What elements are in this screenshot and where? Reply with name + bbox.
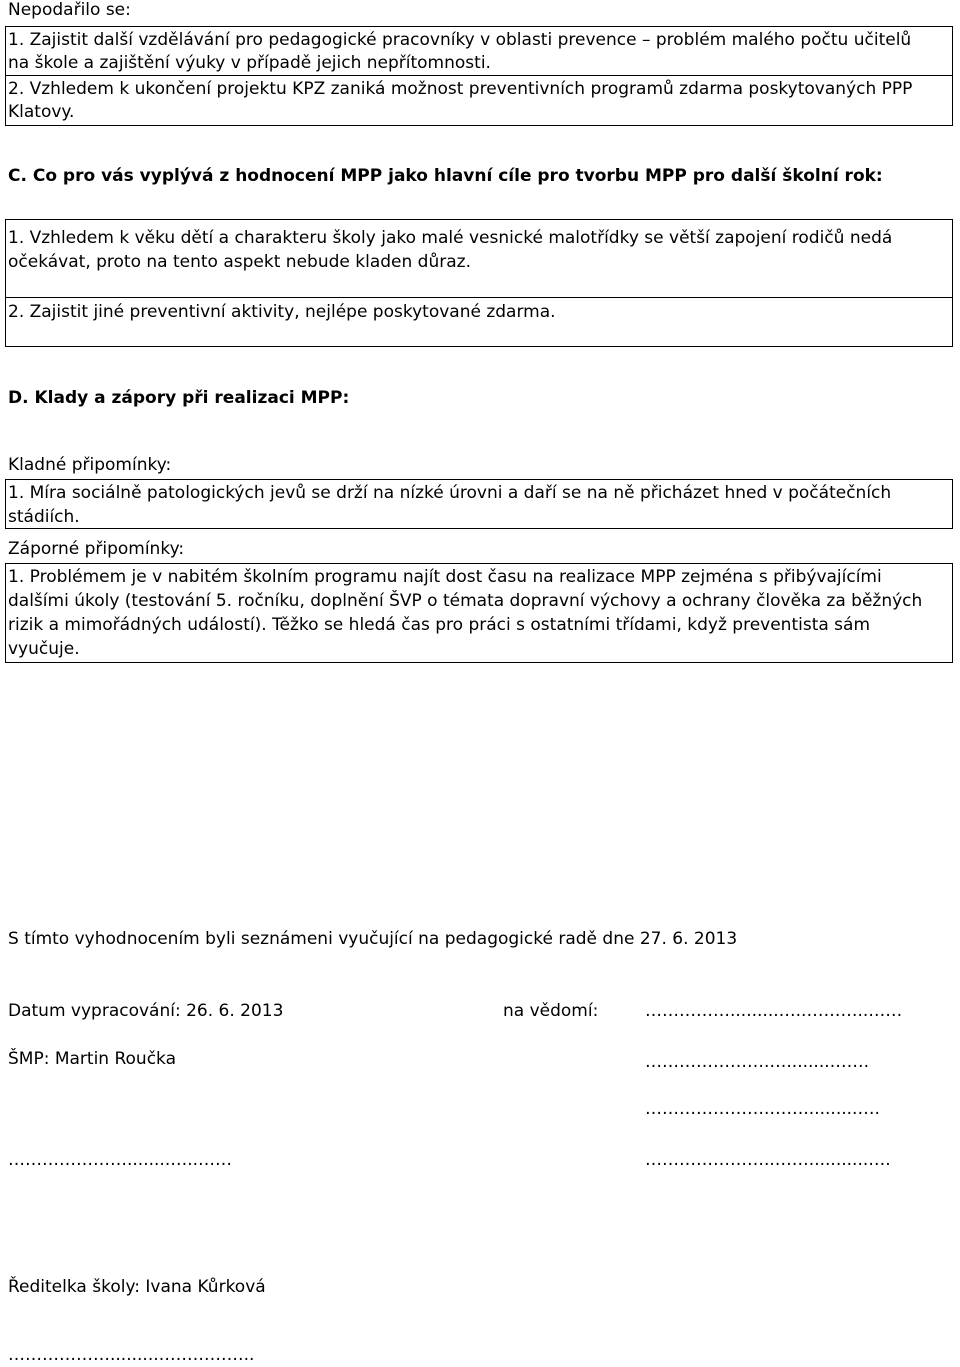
not-achieved-item-2-line-2: Klatovy.	[8, 102, 75, 122]
negative-remarks-line-4: vyučuje.	[8, 639, 80, 659]
section-c-divider	[5, 297, 953, 298]
positive-remarks-label: Kladné připomínky:	[8, 455, 172, 475]
not-achieved-item-2-line-1: 2. Vzhledem k ukončení projektu KPZ zaniká možnost preventivních programů zdarma poskytovaných PPP	[8, 79, 913, 99]
positive-remarks-line-1: 1. Míra sociálně patologických jevů se drží na nízké úrovni a daří se na ně přicházet hned v počátečních	[8, 483, 892, 503]
section-c-item-1-line-1: 1. Vzhledem k věku dětí a charakteru školy jako malé vesnické malotřídky se větší zapojení rodičů nedá	[8, 228, 893, 248]
negative-remarks-line-2: dalšími úkoly (testování 5. ročníku, doplnění ŠVP o témata dopravní výchovy a ochrany člověka za běžných	[8, 591, 923, 611]
positive-remarks-line-2: stádiích.	[8, 507, 80, 527]
section-c-heading: C. Co pro vás vyplývá z hodnocení MPP jako hlavní cíle pro tvorbu MPP pro další školní rok:	[8, 166, 883, 186]
principal-label: Ředitelka školy: Ivana Kůrková	[8, 1277, 266, 1297]
negative-remarks-line-1: 1. Problémem je v nabitém školním programu najít dost času na realizace MPP zejména s přibývajícími	[8, 567, 882, 587]
not-achieved-label: Nepodařilo se:	[8, 0, 131, 20]
section-d-heading: D. Klady a zápory při realizaci MPP:	[8, 388, 350, 408]
signature-line-bottom: ……………….........……………..	[8, 1345, 255, 1365]
date-prepared: Datum vypracování: 26. 6. 2013	[8, 1001, 284, 1021]
prevention-coordinator: ŠMP: Martin Roučka	[8, 1049, 177, 1069]
acknowledged-label: na vědomí:	[503, 1001, 599, 1021]
signature-line-2: ………………….…........…….	[645, 1052, 870, 1072]
section-c-item-2: 2. Zajistit jiné preventivní aktivity, nejlépe poskytované zdarma.	[8, 302, 556, 322]
section-c-item-1-line-2: očekávat, proto na tento aspekt nebude kladen důraz.	[8, 252, 471, 272]
not-achieved-item-1-line-1: 1. Zajistit další vzdělávání pro pedagogické pracovníky v oblasti prevence – problém malého počtu učitelů	[8, 30, 912, 50]
not-achieved-item-1-line-2: na škole a zajištění výuky v případě jejich nepřítomnosti.	[8, 53, 491, 73]
acknowledgement-statement: S tímto vyhodnocením byli seznámeni vyučující na pedagogické radě dne 27. 6. 2013	[8, 929, 738, 949]
signature-line-4: …………………..……...........….	[645, 1150, 891, 1170]
not-achieved-divider	[5, 75, 953, 76]
negative-remarks-label: Záporné připomínky:	[8, 539, 185, 559]
signature-line-left: …………………........…..……	[8, 1150, 233, 1170]
signature-line-1: …………….........…..………..……	[645, 1001, 903, 1021]
negative-remarks-line-3: rizik a mimořádných událostí). Těžko se hledá čas pro práci s ostatními třídami, když preventista sám	[8, 615, 871, 635]
signature-line-3: ………………….……..........….	[645, 1099, 880, 1119]
